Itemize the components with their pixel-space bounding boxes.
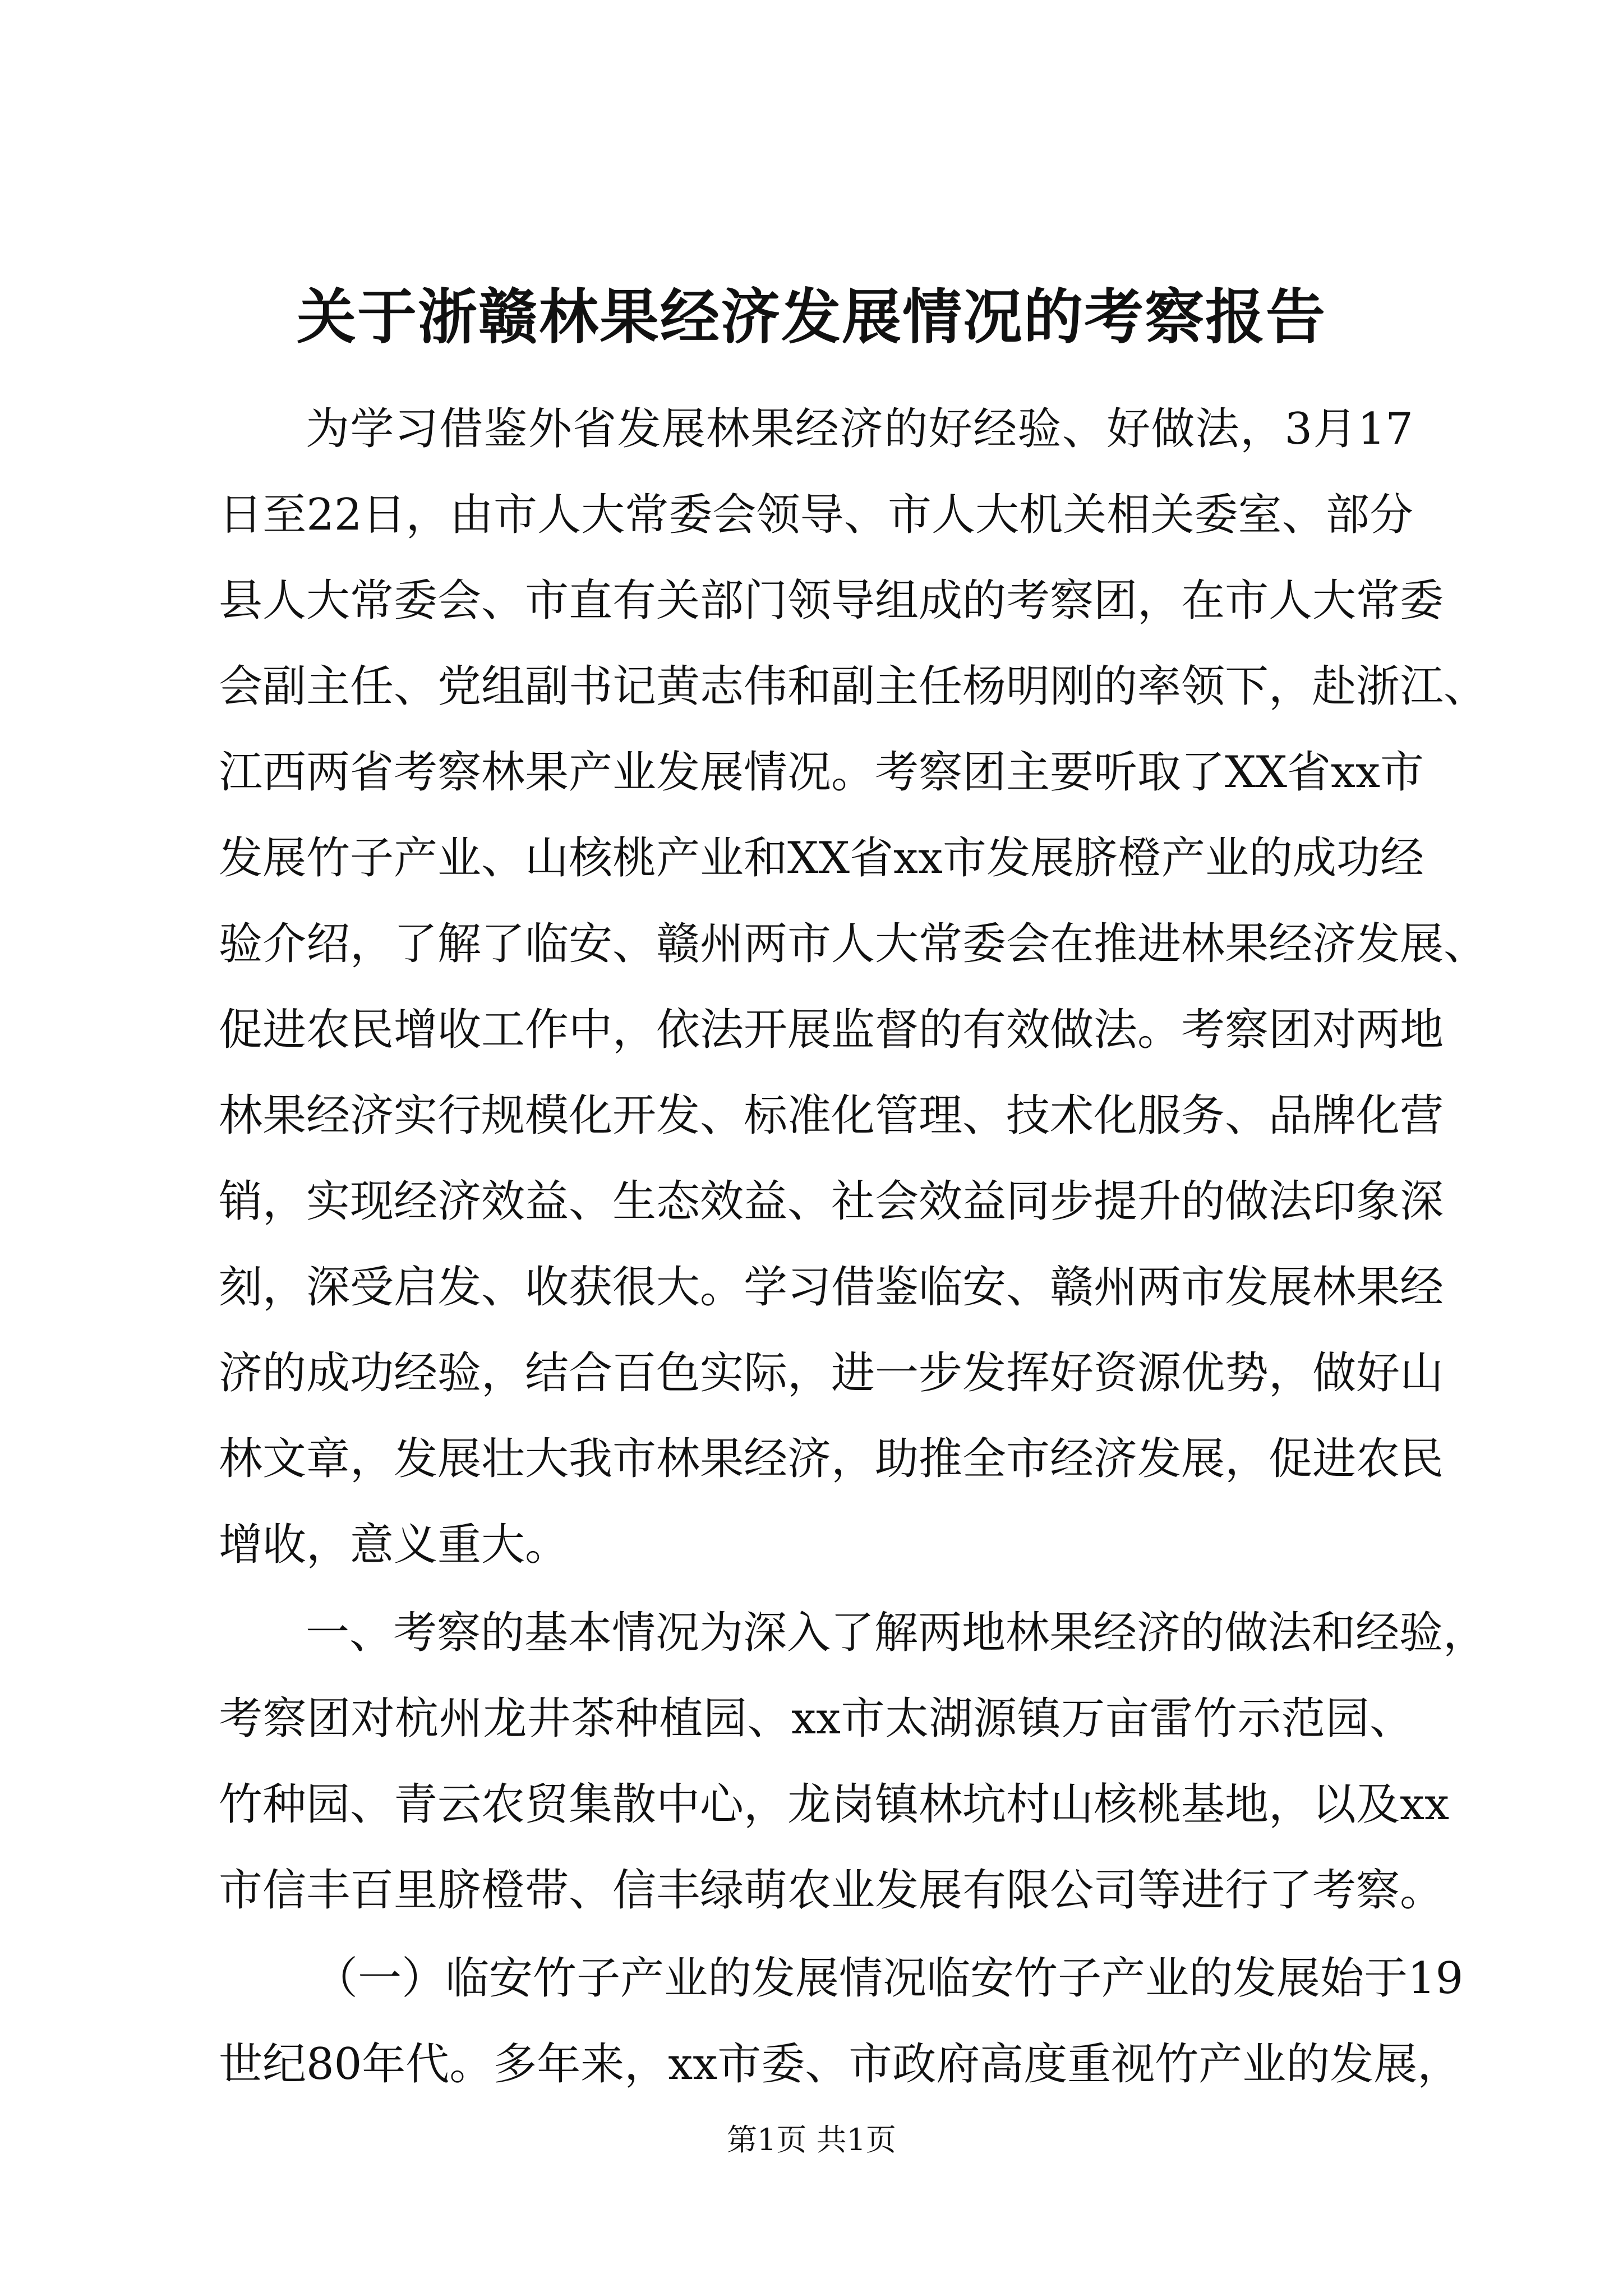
body-line-2: 日至22日，由市人大常委会领导、市人大机关相关委室、部分 xyxy=(219,490,1413,540)
body-line-5: 江西两省考察林果产业发展情况。考察团主要听取了XX省xx市 xyxy=(219,747,1424,798)
body-line-8: 促进农民增收工作中，依法开展监督的有效做法。考察团对两地 xyxy=(219,1005,1444,1055)
body-line-17: 竹种园、青云农贸集散中心，龙岗镇林坑村山核桃基地，以及xx xyxy=(219,1779,1449,1830)
body-line-14: 增收，意义重大。 xyxy=(219,1520,569,1570)
section-heading-line: 一、考察的基本情况为深入了解两地林果经济的做法和经验， xyxy=(306,1608,1487,1658)
body-line-11: 刻，深受启发、收获很大。学习借鉴临安、赣州两市发展林果经 xyxy=(219,1262,1444,1313)
body-line-6: 发展竹子产业、山核桃产业和XX省xx市发展脐橙产业的成功经 xyxy=(219,833,1424,884)
body-line-10: 销，实现经济效益、生态效益、社会效益同步提升的做法印象深 xyxy=(219,1176,1444,1227)
body-line-12: 济的成功经验，结合百色实际，进一步发挥好资源优势，做好山 xyxy=(219,1348,1444,1398)
body-line-1: 为学习借鉴外省发展林果经济的好经验、好做法，3月17 xyxy=(306,404,1413,454)
body-line-20: 世纪80年代。多年来，xx市委、市政府高度重视竹产业的发展， xyxy=(219,2039,1461,2090)
page-footer: 第1页 共1页 xyxy=(727,2122,896,2157)
body-line-7: 验介绍，了解了临安、赣州两市人大常委会在推进林果经济发展、 xyxy=(219,919,1488,969)
body-line-9: 林果经济实行规模化开发、标准化管理、技术化服务、品牌化营 xyxy=(219,1091,1444,1141)
body-line-16: 考察团对杭州龙井茶种植园、xx市太湖源镇万亩雷竹示范园、 xyxy=(219,1694,1413,1744)
body-line-13: 林文章，发展壮大我市林果经济，助推全市经济发展，促进农民 xyxy=(219,1434,1444,1484)
body-line-3: 县人大常委会、市直有关部门领导组成的考察团，在市人大常委 xyxy=(219,576,1444,626)
body-line-18: 市信丰百里脐橙带、信丰绿萌农业发展有限公司等进行了考察。 xyxy=(219,1865,1444,1916)
document-title: 关于浙赣林果经济发展情况的考察报告 xyxy=(297,282,1326,352)
body-line-4: 会副主任、党组副书记黄志伟和副主任杨明刚的率领下，赴浙江、 xyxy=(219,661,1488,712)
subsection-heading-line: （一）临安竹子产业的发展情况临安竹子产业的发展始于19 xyxy=(314,1953,1464,2004)
